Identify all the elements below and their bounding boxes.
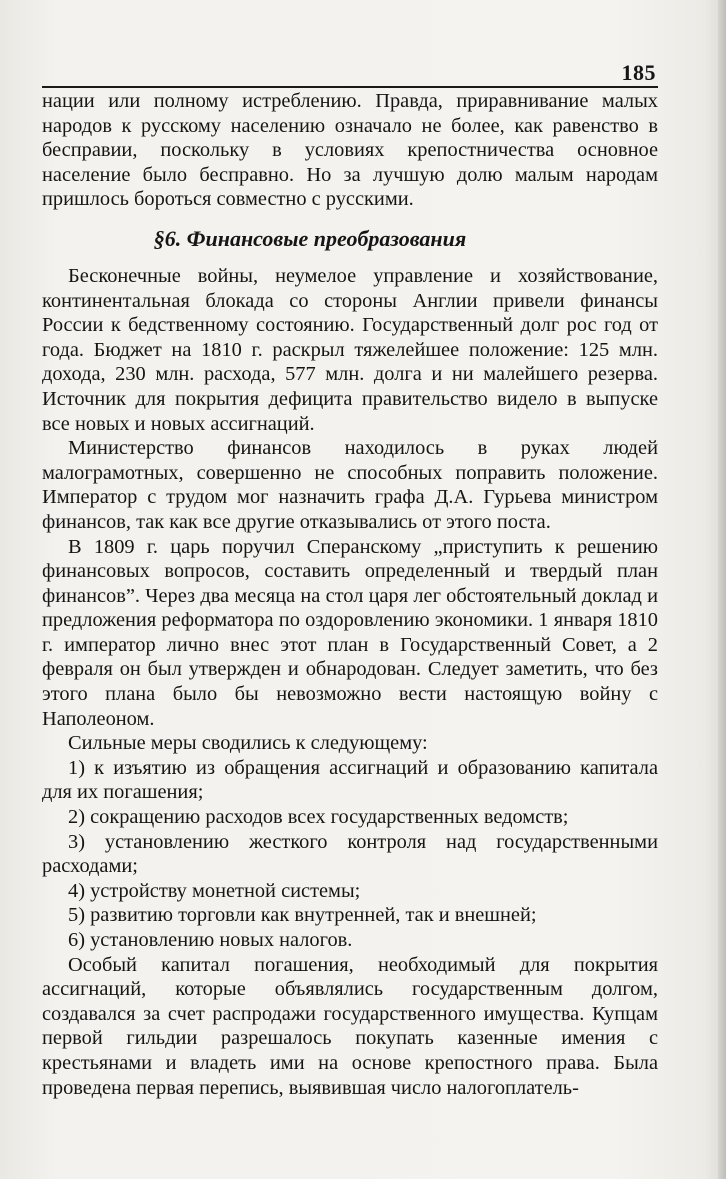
text-body — [42, 89, 658, 1100]
paragraph: Особый капитал погашения, необходимый для покрытия ассигнаций, которые объявлялись государственным долгом, создавался за счет распродажи государственного имущества. Купцам первой гильдии разрешалось покупать казенные имения с крестьянами и владеть ими на основе крепостного права. Была проведена первая перепись, выявившая число налогоплатель- — [42, 953, 658, 1099]
paragraph: Бесконечные войны, неумелое управление и хозяйствование, континентальная блокада со стороны Англии привели финансы России к бедственному состоянию. Государственный долг рос год от года. Бюджет на 1810 г. раскрыл тяжелейшее положение: 125 млн. дохода, 230 млн. расхода, 577 млн. долга и ни малейшего резерва. Источник для покрытия дефицита правительство видело в выпуске все новых и новых ассигнаций. — [42, 264, 658, 435]
paragraph: Сильные меры сводились к следующему: — [68, 732, 428, 755]
list-item: 3) установлению жесткого контроля над государственными расходами; — [42, 830, 658, 878]
page-number: 185 — [621, 60, 656, 85]
list-item: 1) к изъятию из обращения ассигнаций и образованию капитала для их погашения; — [42, 756, 658, 804]
paragraph-continuation: нации или полному истреблению. Правда, приравнивание малых народов к русскому населению означало не более, как равенство в бесправии, поскольку в условиях крепостничества основное население было бесправно. Но за лучшую долю малым народам пришлось бороться совместно с русскими. — [42, 90, 658, 211]
list-item: 5) развитию торговли как внутренней, так и внешней; — [68, 904, 537, 927]
section-heading: §6. Финансовые преобразования — [153, 225, 467, 251]
header-rule — [42, 86, 658, 88]
page-edge-shadow — [718, 0, 726, 1179]
paragraph: В 1809 г. царь поручил Сперанскому „приступить к решению финансовых вопросов, составить определенный и твердый план финансов”. Через два месяца на стол царя лег обстоятельный доклад и предложения реформатора по оздоровлению экономики. 1 января 1810 г. император лично внес этот план в Государственный Совет, а 2 февраля он был утвержден и обнародован. Следует заметить, что без этого плана было бы невозможно вести настоящую войну с Наполеоном. — [42, 535, 658, 730]
paragraph: Министерство финансов находилось в руках людей малограмотных, совершенно не способных поправить положение. Император с трудом мог назначить графа Д.А. Гурьева министром финансов, так как все другие отказывались от этого поста. — [42, 437, 658, 533]
list-item: 4) устройству монетной системы; — [68, 879, 361, 902]
list-item: 2) сокращению расходов всех государственных ведомств; — [68, 806, 569, 829]
list-item: 6) установлению новых налогов. — [68, 929, 353, 951]
